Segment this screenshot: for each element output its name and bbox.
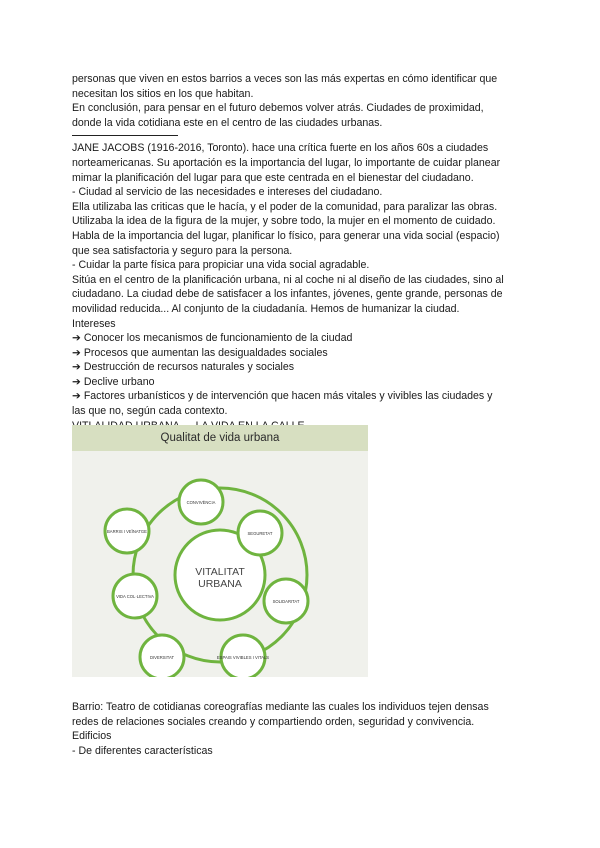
paragraph-line: redes de relaciones sociales creando y compartiendo orden, seguridad y convivencia. bbox=[72, 715, 475, 728]
paragraph-line: necesitan los sitios en los que habitan. bbox=[72, 87, 254, 100]
urban-vitality-diagram bbox=[72, 425, 368, 677]
node-label: ESPAIS VIVIBLES I VITALS bbox=[216, 655, 270, 660]
paragraph-line: - Ciudad al servicio de las necesidades e intereses del ciudadano. bbox=[72, 186, 383, 199]
horizontal-rule bbox=[72, 135, 178, 136]
node-label: DIVERSITAT bbox=[149, 655, 175, 660]
bullet-item: - De diferentes características bbox=[72, 744, 213, 757]
paragraph-line: Utilizaba la idea de la figura de la mujer, y sobre todo, la mujer en el momento de cuidado. bbox=[72, 215, 496, 228]
bullet-item-continuation: las que no, según cada contexto. bbox=[72, 405, 228, 418]
diagram-canvas bbox=[72, 451, 368, 677]
center-label-line1: VITALITAT bbox=[195, 566, 245, 578]
paragraph-line: mimar la planificación del lugar para que este centrada en el bienestar del ciudadano. bbox=[72, 171, 474, 184]
bullet-item: ➔ Conocer los mecanismos de funcionamiento de la ciudad bbox=[72, 332, 353, 345]
bullet-item: ➔ Procesos que aumentan las desigualdades sociales bbox=[72, 346, 328, 359]
paragraph-line: JANE JACOBS (1916-2016, Toronto). hace una crítica fuerte en los años 60s a ciudades bbox=[72, 142, 489, 155]
paragraph-line: Habla de la importancia del lugar, planificar lo físico, para generar una vida social (espacio) bbox=[72, 229, 500, 242]
node-label: BARRIS I VEÏNATGE bbox=[107, 529, 147, 534]
paragraph-line: - Cuidar la parte física para propiciar una vida social agradable. bbox=[72, 259, 370, 272]
paragraph-line: ciudadano. La ciudad debe de satisfacer a los infantes, jóvenes, gente grande, personas de bbox=[72, 288, 503, 301]
paragraph-line: donde la vida cotidiana este en el centro de las ciudades urbanas. bbox=[72, 116, 383, 129]
paragraph-line: norteamericanas. Su aportación es la importancia del lugar, lo importante de cuidar planear bbox=[72, 156, 501, 169]
document-body-continued bbox=[72, 700, 532, 758]
node-label: CONVIVÈNCIA bbox=[186, 500, 216, 505]
node-label: SOLIDARITAT bbox=[272, 599, 300, 604]
paragraph-line: personas que viven en estos barrios a veces son las más expertas en cómo identificar que bbox=[72, 73, 498, 85]
bullet-item: ➔ Declive urbano bbox=[72, 375, 155, 388]
paragraph-line: que sea satisfactoria y seguro para la persona. bbox=[72, 244, 293, 257]
document-body bbox=[72, 72, 532, 433]
center-label-line2: URBANA bbox=[198, 578, 242, 590]
bullet-item: ➔ Destrucción de recursos naturales y sociales bbox=[72, 361, 295, 374]
paragraph-line: Ella utilizaba las criticas que le hacía, y el poder de la comunidad, para paralizar las obras. bbox=[72, 200, 498, 213]
paragraph-line: Sitúa en el centro de la planificación urbana, ni al coche ni al diseño de las ciudades, sino al bbox=[72, 273, 504, 286]
paragraph-line: movilidad reducida... Al conjunto de la ciudadanía. Hemos de humanizar la ciudad. bbox=[72, 302, 460, 315]
node-label: SEGURETAT bbox=[247, 531, 273, 536]
paragraph-line: En conclusión, para pensar en el futuro debemos volver atrás. Ciudades de proximidad, bbox=[72, 102, 484, 115]
section-heading: Edificios bbox=[72, 730, 112, 743]
paragraph-line: Barrio: Teatro de cotidianas coreografías mediante las cuales los individuos tejen densas bbox=[72, 701, 489, 713]
section-heading: Intereses bbox=[72, 317, 116, 330]
node-label: VIDA COL·LECTIVA bbox=[116, 594, 154, 599]
diagram-title: Qualitat de vida urbana bbox=[72, 425, 368, 451]
bullet-item: ➔ Factores urbanísticos y de intervención que hacen más vitales y vivibles las ciudades y bbox=[72, 390, 493, 403]
